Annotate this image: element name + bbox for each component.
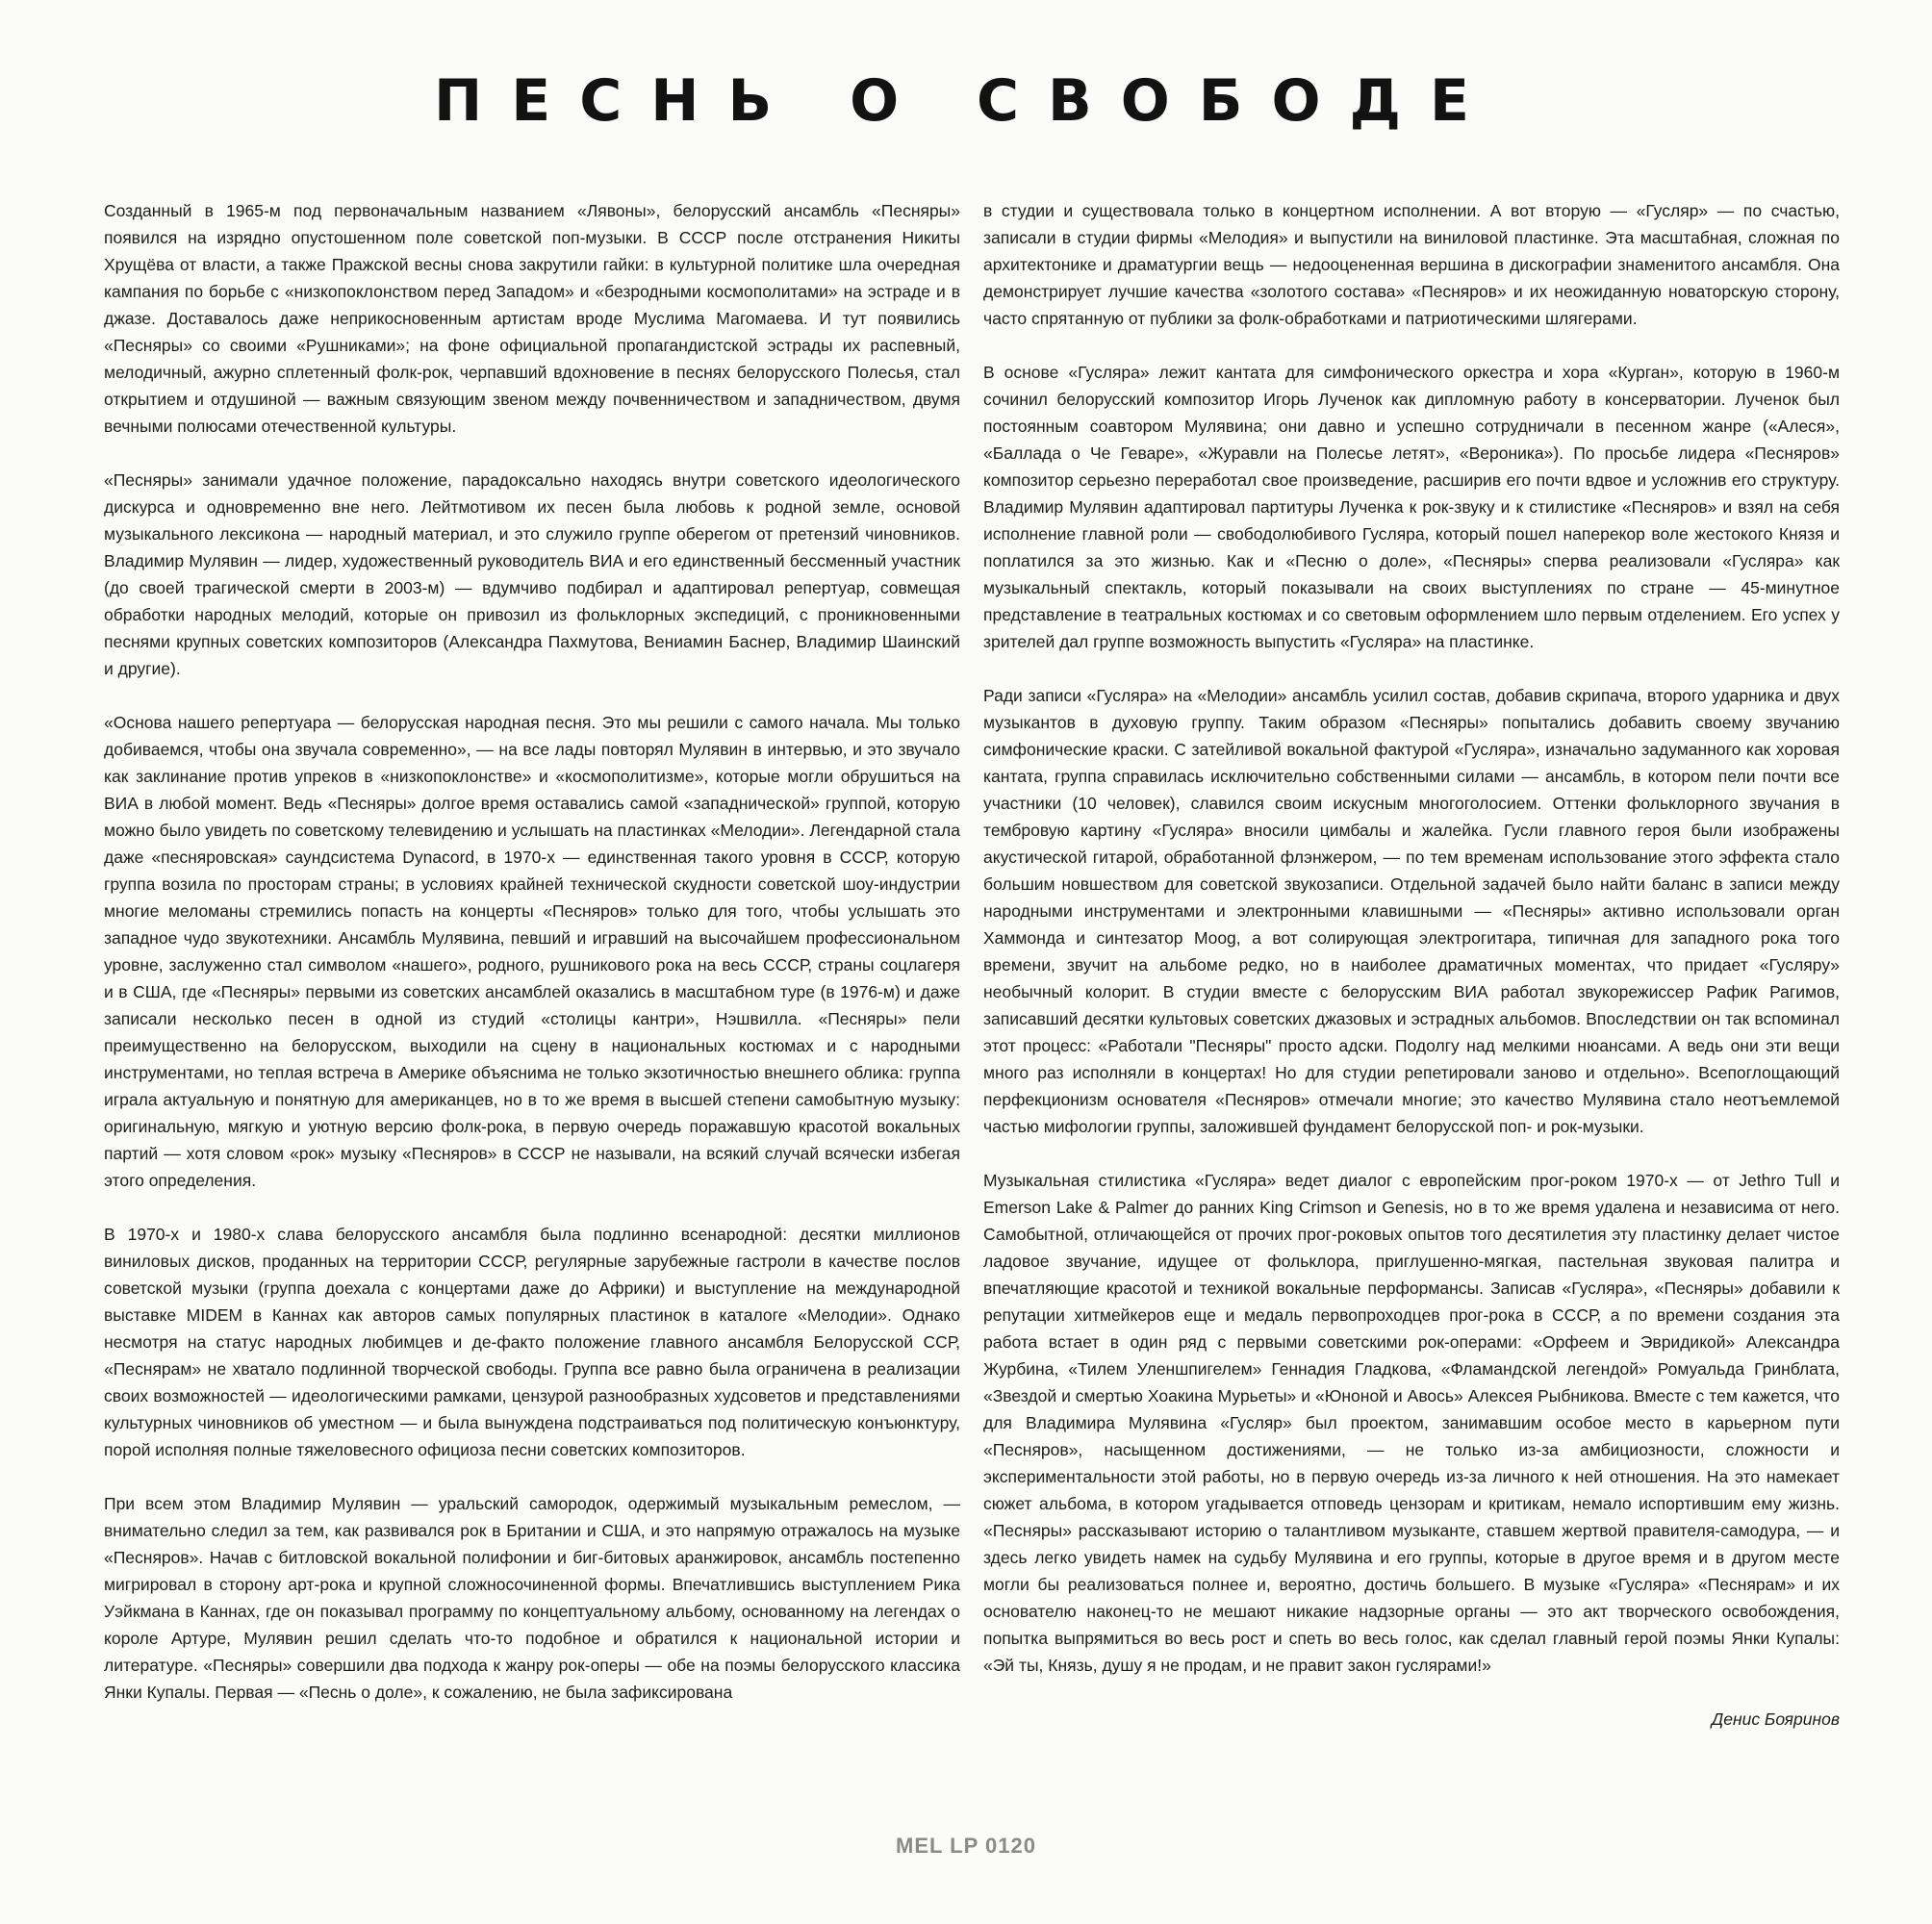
paragraph: В 1970-х и 1980-х слава белорусского ансамбля была подлинно всенародной: десятки миллионов виниловых дисков, проданных на территории СССР, регулярные зарубежные гастроли в качестве послов советской музыки (группа доехала с концертами даже до Африки) и выступление на международной выставке MIDEM в Каннах как авторов самых популярных пластинок в каталоге «Мелодии». Однако несмотря на статус народных любимцев и де-факто положение главного ансамбля Белорусской ССР, «Песнярам» не хватало подлинной творческой свободы. Группа все равно была ограничена в реализации своих возможностей — идеологическими рамками, цензурой разнообразных худсоветов и представлениями культурных чиновников об уместном — и была вынуждена подстраиваться под политическую конъюнктуру, порой исполняя полные тяжеловесного официоза песни советских композиторов. — [104, 1225, 960, 1459]
page-title: ПЕСНЬ О СВОБОДЕ — [434, 67, 1498, 135]
paragraph: Созданный в 1965-м под первоначальным названием «Лявоны», белорусский ансамбль «Песняры» появился на изрядно опустошенном поле советской поп-музыки. В СССР после отстранения Никиты Хрущёва от власти, а также Пражской весны снова закрутили гайки: в культурной политике шла очередная кампания по борьбе с «низкопоклонством перед Западом» и «безродными космополитами» на эстраде и в джазе. Доставалось даже неприкосновенным артистам вроде Муслима Магомаева. И тут появились «Песняры» со своими «Рушниками»; на фоне официальной пропагандистской эстрады их распевный, мелодичный, ажурно сплетенный фолк-рок, черпавший вдохновение в песнях белорусского Полесья, стал открытием и отдушиной — важным связующим звеном между почвенничеством и западничеством, двумя вечными полюсами отечественной культуры. — [104, 201, 960, 436]
catalog-number: MEL LP 0120 — [896, 1834, 1036, 1858]
paragraph: «Песняры» занимали удачное положение, парадоксально находясь внутри советского идеологического дискурса и одновременно вне него. Лейтмотивом их песен была любовь к родной земле, основой музыкального лексикона — народный материал, и это служило группе оберегом от претензий чиновников. Владимир Мулявин — лидер, художественный руководитель ВИА и его единственный бессменный участник (до своей трагической смерти в 2003-м) — вдумчиво подбирал и адаптировал репертуар, совмещая обработки народных мелодий, которые он привозил из фольклорных экспедиций, с проникновенными песнями крупных советских композиторов (Александра Пахмутова, Вениамин Баснер, Владимир Шаинский и другие). — [104, 470, 960, 678]
paragraph: Ради записи «Гусляра» на «Мелодии» ансамбль усилил состав, добавив скрипача, второго ударника и двух музыкантов в духовую группу. Таким образом «Песняры» попытались добавить своему звучанию симфонические краски. С затейливой вокальной фактурой «Гусляра», изначально задуманного как хоровая кантата, группа справилась исключительно собственными силами — ансамбль, в котором пели почти все участники (10 человек), славился своим искусным многоголосием. Оттенки фольклорного звучания в тембровую картину «Гусляра» вносили цимбалы и жалейка. Гусли главного героя были изображены акустической гитарой, обработанной флэнжером, — по тем временам использование этого эффекта стало большим новшеством для советской звукозаписи. Отдельной задачей было найти баланс в записи между народными инструментами и электронными клавишными — «Песняры» активно использовали орган Хаммонда и синтезатор Moog, а вот солирующая электрогитара, типичная для западного рока того времени, звучит на альбоме редко, но в наиболее драматичных моментах, что придает «Гусляру» необычный колорит. В студии вместе с белорусским ВИА работал звукорежиссер Рафик Рагимов, записавший десятки культовых советских джазовых и эстрадных альбомов. Впоследствии он так вспоминал этот процесс: «Работали "Песняры" просто адски. Подолгу над мелкими нюансами. А ведь они эти вещи много раз исполняли в концертах! Но для студии репетировали заново и отдельно». Всепоглощающий перфекционизм основателя «Песняров» отмечали многие; это качество Мулявина стало неотъемлемой частью мифологии группы, заложившей фундамент белорусской поп- и рок-музыки. — [983, 686, 1840, 1136]
paragraph: «Основа нашего репертуара — белорусская народная песня. Это мы решили с самого начала. Мы только добиваемся, чтобы она звучала современно», — на все лады повторял Мулявин в интервью, и это звучало как заклинание против упреков в «низкопоклонстве» и «космополитизме», которые могли обрушиться на ВИА в любой момент. Ведь «Песняры» долгое время оставались самой «западнической» группой, которую можно было увидеть по советскому телевидению и услышать на пластинках «Мелодии». Легендарной стала даже «песняровская» саундсистема Dynacord, в 1970-х — единственная такого уровня в СССР, которую группа возила по просторам страны; в условиях крайней технической скудности советской шоу-индустрии многие меломаны стремились попасть на концерты «Песняров» только для того, чтобы услышать это западное чудо звукотехники. Ансамбль Мулявина, певший и игравший на высочайшем профессиональном уровне, заслуженно стал символом «нашего», родного, рушникового рока на весь СССР, страны соцлагеря и в США, где «Песняры» первыми из советских ансамблей оказались в масштабном туре (в 1976-м) и даже записали несколько песен в одной из студий «столицы кантри», Нэшвилла. «Песняры» пели преимущественно на белорусском, выходили на сцену в национальных костюмах и с народными инструментами, но теплая встреча в Америке объяснима не только экзотичностью внешнего облика: группа играла актуальную и понятную для американцев, но в то же время в высшей степени самобытную музыку: оригинальную, мягкую и уютную версию фолк-рока, в первую очередь поражавшую красотой вокальных партий — хотя словом «рок» музыку «Песняров» в СССР не называли, на всякий случай всячески избегая этого определения. — [104, 713, 960, 1190]
right-column — [983, 197, 1840, 1733]
paragraph: в студии и существовала только в концертном исполнении. А вот вторую — «Гусляр» — по счастью, записали в студии фирмы «Мелодия» и выпустили на виниловой пластинке. Эта масштабная, сложная по архитектонике и драматургии вещь — недооцененная вершина в дискографии знаменитого ансамбля. Она демонстрирует лучшие качества «золотого состава» «Песняров» и их неожиданную новаторскую сторону, часто спрятанную от публики за фолк-обработками и патриотическими шлягерами. — [983, 201, 1840, 328]
left-column — [104, 197, 960, 1706]
paragraph: Музыкальная стилистика «Гусляра» ведет диалог с европейским прог-роком 1970-х — от Jethro Tull и Emerson Lake & Palmer до ранних King Crimson и Genesis, но в то же время удалена и независима от него. Самобытной, отличающейся от прочих прог-роковых опытов того десятилетия эту пластинку делает чистое ладовое звучание, идущее от фольклора, приглушенно-мягкая, пастельная звуковая палитра и впечатляющие красотой и техникой вокальные перформансы. Записав «Гусляра», «Песняры» добавили к репутации хитмейкеров еще и медаль первопроходцев прог-рока в СССР, а по времени создания эта работа встает в один ряд с первыми советскими рок-операми: «Орфеем и Эвридикой» Александра Журбина, «Тилем Уленшпигелем» Геннадия Гладкова, «Фламандской легендой» Ромуальда Гринблата, «Звездой и смертью Хоакина Мурьеты» и «Юноной и Авось» Алексея Рыбникова. Вместе с тем кажется, что для Владимира Мулявина «Гусляр» был проектом, занимавшим особое место в карьерном пути «Песняров», насыщенном достижениями, — не только из-за амбициозности, сложности и экспериментальности этой работы, но в первую очередь из-за личного к ней отношения. На это намекает сюжет альбома, в котором угадывается отповедь цензорам и критикам, немало испортившим ему жизнь. «Песняры» рассказывают историю о талантливом музыканте, ставшем жертвой правителя-самодура, — и здесь легко увидеть намек на судьбу Мулявина и его группы, которые в другое время и в другом месте могли бы реализоваться полнее и, вероятно, достичь большего. В музыке «Гусляра» «Песнярам» и их основателю наконец-то не мешают никакие надзорные органы — это акт творческого освобождения, попытка выпрямиться во весь рост и спеть во весь голос, как сделал главный герой поэмы Янки Купалы: «Эй ты, Князь, душу я не продам, и не правит закон гуслярами!» — [983, 1171, 1840, 1675]
author-signature: Денис Бояринов — [1711, 1709, 1840, 1729]
paragraph: В основе «Гусляра» лежит кантата для симфонического оркестра и хора «Курган», которую в 1960-м сочинил белорусский композитор Игорь Лученок как дипломную работу в консерватории. Лученок был постоянным соавтором Мулявина; они давно и успешно сотрудничали в песенном жанре («Алеся», «Баллада о Че Геваре», «Журавли на Полесье летят», «Вероника»). По просьбе лидера «Песняров» композитор серьезно переработал свое произведение, расширив его почти вдвое и усложнив его структуру. Владимир Мулявин адаптировал партитуры Лученка к рок-звуку и к стилистике «Песняров» и взял на себя исполнение главной роли — свободолюбивого Гусляра, который пошел наперекор воле жестокого Князя и поплатился за это жизнью. Как и «Песню о доле», «Песняры» сперва реализовали «Гусляра» как музыкальный спектакль, который показывали на своих выступлениях по стране — 45-минутное представление в театральных костюмах и со световым оформлением шло первым отделением. Его успех у зрителей дал группе возможность выпустить «Гусляра» на пластинке. — [983, 363, 1840, 651]
paragraph: При всем этом Владимир Мулявин — уральский самородок, одержимый музыкальным ремеслом, — внимательно следил за тем, как развивался рок в Британии и США, и это напрямую отражалось на музыке «Песняров». Начав с битловской вокальной полифонии и биг-битовых аранжировок, ансамбль постепенно мигрировал в сторону арт-рока и крупной сложносочиненной формы. Впечатлившись выступлением Рика Уэйкмана в Каннах, где он показывал программу по концептуальному альбому, основанному на легендах о короле Артуре, Мулявин решил сделать что-то подобное и обратился к национальной истории и литературе. «Песняры» совершили два подхода к жанру рок-оперы — обе на поэмы белорусского классика Янки Купалы. Первая — «Песнь о доле», к сожалению, не была зафиксирована — [104, 1494, 960, 1702]
